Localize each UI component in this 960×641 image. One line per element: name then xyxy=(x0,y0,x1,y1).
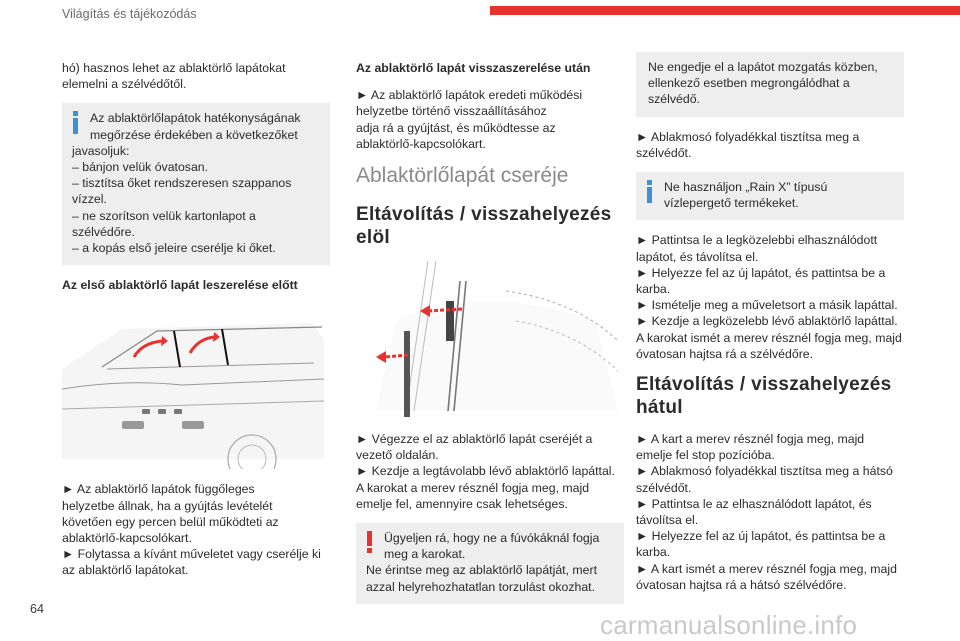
chapter-section-title: Ablaktörlőlapát cseréje xyxy=(356,164,569,188)
header-accent-bar xyxy=(490,6,960,15)
body-paragraph: ► Végezze el az ablaktörlő lapát cseréjét a vezető oldalán. ► Kezdje a legtávolabb lévő ablaktörlő lapáttal. A karokat a merev résznél fogja meg, majd emelje fel, amennyire csak lehetséges. xyxy=(356,432,615,511)
section-heading: Az első ablaktörlő lapát leszerelése előtt xyxy=(62,278,298,293)
running-header: Világítás és tájékozódás xyxy=(62,7,197,21)
sub-section-title-front: Eltávolítás / visszahelyezés elöl xyxy=(356,204,612,249)
body-paragraph: ► Az ablaktörlő lapátok eredeti működési helyzetbe történő visszaállításához adja rá a gyújtást, és működtesse az ablaktörlő-kapcsolókart. xyxy=(356,88,583,151)
info-icon xyxy=(645,180,653,202)
warning-box: Ügyeljen rá, hogy ne a fúvókáknál fogja meg a karokat. Ne érintse meg az ablaktörlő lapátját, mert azzal helyrehozhatatlan torzulást okozhat. xyxy=(356,523,624,604)
column-1 xyxy=(62,60,330,590)
car-front-wipers-illustration xyxy=(62,309,330,469)
page-number: 64 xyxy=(30,602,44,616)
body-paragraph: ► Pattintsa le a legközelebbi elhasználódott lapátot, és távolítsa el. ► Helyezze fel az új lapátot, és pattintsa be a karba. ► Ismételje meg a műveletsort a másik lapáttal. ► Kezdje a legközelebb lévő ablaktörlő lapáttal. A karokat ismét a merev résznél fogja meg, majd óvatosan hajtsa rá a szélvédőre. xyxy=(636,233,902,361)
sub-section-title-rear: Eltávolítás / visszahelyezés hátul xyxy=(636,374,892,419)
warning-icon xyxy=(365,531,373,553)
note-box: Ne engedje el a lapátot mozgatás közben, ellenkező esetben megrongálódhat a szélvédő. xyxy=(636,52,904,117)
watermark: carmanualsonline.info xyxy=(600,610,858,640)
info-icon xyxy=(71,111,79,133)
body-paragraph: ► A kart a merev résznél fogja meg, majd emelje fel stop pozícióba. ► Ablakmosó folyadékkal tisztítsa meg a hátsó szélvédőt. ► Pattintsa le az elhasználódott lapátot, és távolítsa el. ► Helyezze fel az új lapátot, és pattintsa be a karba. ► A kart ismét a merev résznél fogja meg, majd óvatosan hajtsa rá a hátsó szélvédőre. xyxy=(636,432,897,592)
info-note-box: Ne használjon „Rain X” típusú vízlepergető termékeket. xyxy=(636,172,904,220)
body-paragraph: ► Az ablaktörlő lapátok függőleges helyzetbe állnak, ha a gyújtás levételét követően egy percen belül működteti az ablaktörlő-kapcsolókart. ► Folytassa a kívánt műveletet vagy cserélje ki az ablaktörlő lapátokat. xyxy=(62,482,321,578)
info-note-box: Az ablaktörlőlapátok hatékonyságának megőrzése érdekében a következőket javasoljuk: – bánjon velük óvatosan. – tisztítsa őket rendszeresen szappanos vízzel. – ne szorítson velük kartonlapot a szélvédőre. – a kopás első jeleire cserélje ki őket. xyxy=(62,103,330,265)
column-2 xyxy=(356,60,624,616)
intro-paragraph: hó) hasznos lehet az ablaktörlő lapátokat elemelni a szélvédőtől. xyxy=(62,61,286,92)
section-heading: Az ablaktörlő lapát visszaszerelése után xyxy=(356,61,591,75)
body-paragraph: ► Ablakmosó folyadékkal tisztítsa meg a szélvédőt. xyxy=(636,129,860,160)
column-3 xyxy=(636,52,904,604)
front-wiper-blade-illustration xyxy=(356,261,624,421)
